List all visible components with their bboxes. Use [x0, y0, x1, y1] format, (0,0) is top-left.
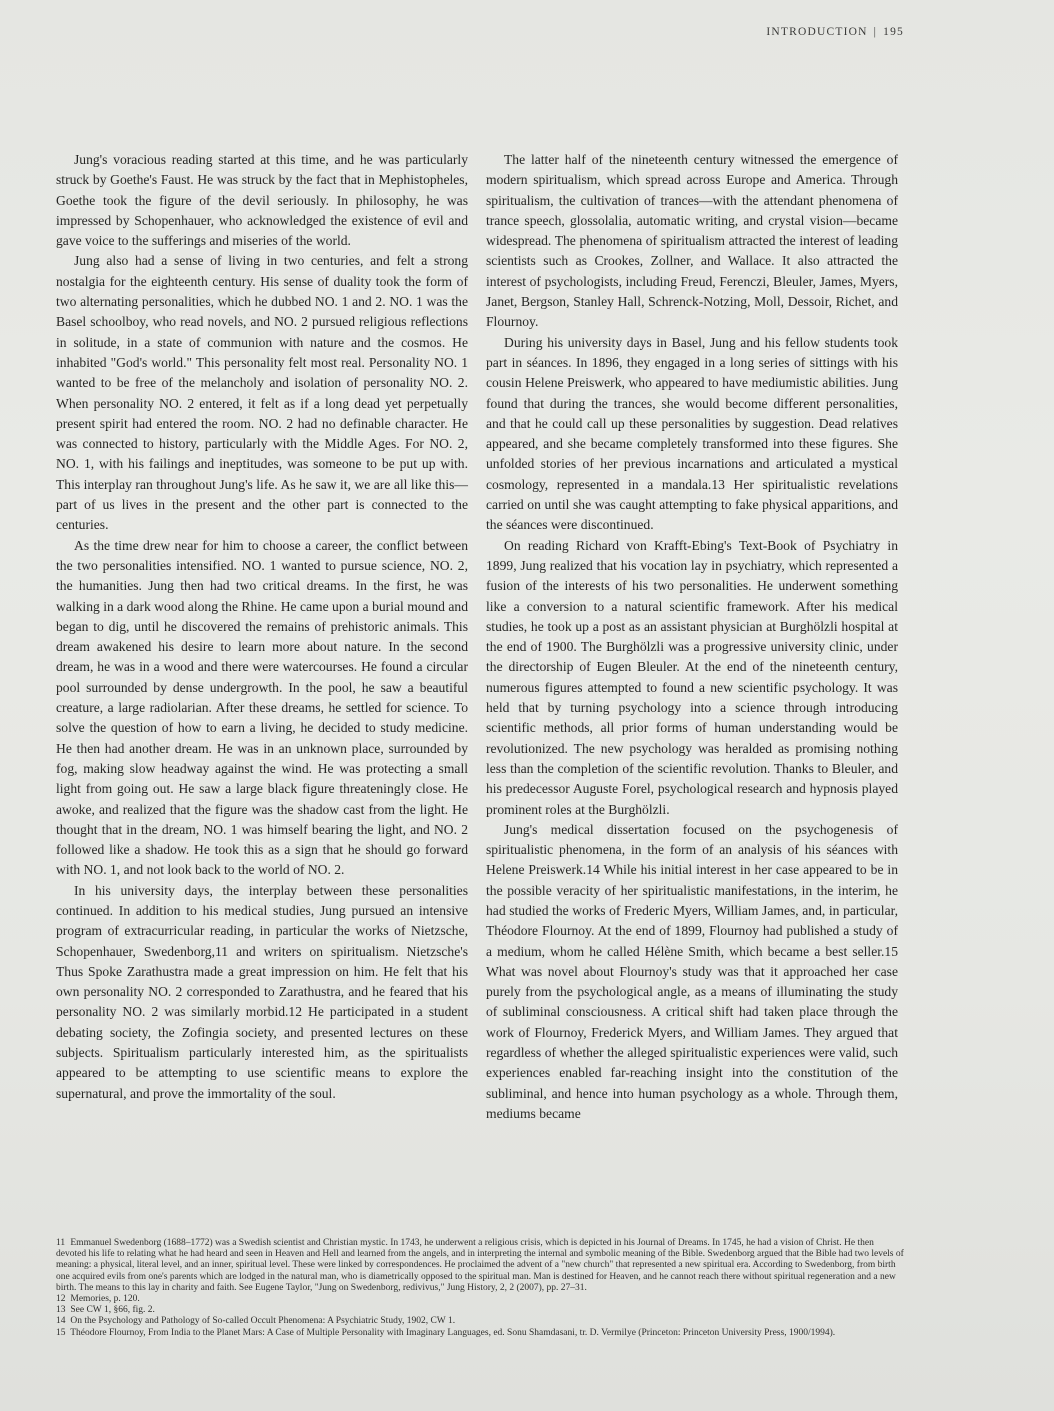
paragraph: During his university days in Basel, Jung and his fellow students took part in séances. In 1896, they engaged in a long series of sittings with his cousin Helene Preiswerk, who appeared to have mediumistic abilities. Jung found that during the trances, she would become different personalities, and that he could call up these personalities by suggestion. Dead relatives appeared, and she became completely transformed into these figures. She unfolded stories of her previous incarnations and articulated a mystical cosmology, represented in a mandala.13 Her spiritualistic revelations carried on until she was caught attempting to fake physical apparitions, and the séances were discontinued. [486, 334, 898, 533]
footnote-number: 12 [56, 1294, 66, 1305]
page-number: 195 [883, 26, 904, 38]
footnote-text: Théodore Flournoy, From India to the Planet Mars: A Case of Multiple Personality with Imaginary Languages, ed. Sonu Shamdasani, tr. D. Vermilye (Princeton: Princeton University Press, 1900/1994). [70, 1327, 836, 1338]
paragraph: On reading Richard von Krafft-Ebing's Text-Book of Psychiatry in 1899, Jung realized that his vocation lay in psychiatry, which represented a fusion of the interests of his two personalities. He underwent something like a conversion to a natural scientific framework. After his medical studies, he took up a post as an assistant physician at Burghölzli hospital at the end of 1900. The Burghölzli was a progressive university clinic, under the directorship of Eugen Bleuler. At the end of the nineteenth century, numerous figures attempted to found a new scientific psychology. It was held that by turning psychology into a science through introducing scientific methods, all prior forms of human understanding would be revolutionized. The new psychology was heralded as promising nothing less than the completion of the scientific revolution. Thanks to Bleuler, and his predecessor Auguste Forel, psychological research and hypnosis played prominent roles at the Burghölzli. [486, 537, 898, 817]
paragraph: Jung's medical dissertation focused on the psychogenesis of spiritualistic phenomena, in the form of an analysis of his séances with Helene Preiswerk.14 While his initial interest in her case appeared to be in the possible veracity of her spiritualistic manifestations, in the interim, he had studied the works of Frederic Myers, William James, and, in particular, Théodore Flournoy. At the end of 1899, Flournoy had published a study of a medium, whom he called Hélène Smith, which became a best seller.15 What was novel about Flournoy's study was that it approached her case purely from the psychological angle, as a means of illuminating the study of subliminal consciousness. A critical shift had taken place through the work of Flournoy, Frederick Myers, and William James. They argued that regardless of whether the alleged spiritualistic experiences were valid, such experiences enabled far-reaching insight into the constitution of the subliminal, and hence into human psychology as a whole. Through them, mediums became [486, 821, 898, 1121]
footnote [56, 1328, 906, 1339]
footnote-number: 13 [56, 1305, 66, 1316]
footnotes [56, 1238, 906, 1339]
footnote-number: 15 [56, 1327, 66, 1338]
footnote-number: 14 [56, 1316, 66, 1327]
running-head: INTRODUCTION [766, 26, 868, 38]
footnote [56, 1305, 906, 1316]
footnote-text: See CW 1, §66, fig. 2. [70, 1305, 155, 1316]
footnote [56, 1294, 906, 1305]
right-column [486, 150, 898, 1124]
footnote-text: On the Psychology and Pathology of So-called Occult Phenomena: A Psychiatric Study, 1902, CW 1. [70, 1316, 456, 1327]
paragraph: The latter half of the nineteenth century witnessed the emergence of modern spiritualism, which spread across Europe and America. Through spiritualism, the cultivation of trances—with the attendant phenomena of trance speech, glossolalia, automatic writing, and crystal vision—became widespread. The phenomena of spiritualism attracted the interest of leading scientists such as Crookes, Zollner, and Wallace. It also attracted the interest of psychologists, including Freud, Ferenczi, Bleuler, James, Myers, Janet, Bergson, Stanley Hall, Schrenck-Notzing, Moll, Dessoir, Richet, and Flournoy. [486, 152, 898, 330]
header-separator: | [873, 26, 878, 38]
footnote-number: 11 [56, 1238, 66, 1248]
footnote-text: Emmanuel Swedenborg (1688–1772) was a Swedish scientist and Christian mystic. In 1743, he underwent a religious crisis, which is depicted in his Journal of Dreams. In 1745, he had a vision of Christ. He then devoted his life to relating what he had heard and seen in Heaven and Hell and learned from the angels, and in interpreting the internal and symbolic meaning of the Bible. Swedenborg argued that the Bible had two levels of meaning: a physical, literal level, and an inner, spiritual level. These were linked by correspondences. He proclaimed the advent of a "new church" that represented a new spiritual era. According to Swedenborg, from birth one acquired evils from one's parents which are lodged in the natural man, who is diametrically opposed to the spiritual man. Man is destined for Heaven, and he cannot reach there without spiritual regeneration and a new birth. The means to this lay in charity and faith. See Eugene Taylor, "Jung on Swedenborg, redivivus," Jung History, 2, 2 (2007), pp. 27–31. [56, 1238, 904, 1293]
footnote [56, 1316, 906, 1327]
running-header [680, 26, 904, 38]
paragraph: In his university days, the interplay between these personalities continued. In addition to his medical studies, Jung pursued an intensive program of extracurricular reading, in particular the works of Nietzsche, Schopenhauer, Swedenborg,11 and writers on spiritualism. Nietzsche's Thus Spoke Zarathustra made a great impression on him. He felt that his own personality NO. 2 corresponded to Zarathustra, and he feared that his personality NO. 2 was similarly morbid.12 He participated in a student debating society, the Zofingia society, and presented lectures on these subjects. Spiritualism particularly interested him, as the spiritualists appeared to be attempting to use scientific means to explore the supernatural, and prove the immortality of the soul. [56, 882, 468, 1101]
paragraph: Jung also had a sense of living in two centuries, and felt a strong nostalgia for the eighteenth century. His sense of duality took the form of two alternating personalities, which he dubbed NO. 1 and 2. NO. 1 was the Basel schoolboy, who read novels, and NO. 2 pursued religious reflections in solitude, in a state of communion with nature and the cosmos. He inhabited "God's world." This personality felt most real. Personality NO. 1 wanted to be free of the melancholy and isolation of personality NO. 2. When personality NO. 2 entered, it felt as if a long dead yet perpetually present spirit had entered the room. NO. 2 had no definable character. He was connected to history, particularly with the Middle Ages. For NO. 2, NO. 1, with his failings and ineptitudes, was someone to be put up with. This interplay ran throughout Jung's life. As he saw it, we are all like this—part of us lives in the present and the other part is connected to the centuries. [56, 253, 468, 533]
footnote [56, 1238, 906, 1294]
paragraph: As the time drew near for him to choose a career, the conflict between the two personalities intensified. NO. 1 wanted to pursue science, NO. 2, the humanities. Jung then had two critical dreams. In the first, he was walking in a dark wood along the Rhine. He came upon a burial mound and began to dig, until he discovered the remains of prehistoric animals. This dream awakened his desire to learn more about nature. In the second dream, he was in a wood and there were watercourses. He found a circular pool surrounded by dense undergrowth. In the pool, he saw a beautiful creature, a large radiolarian. After these dreams, he settled for science. To solve the question of how to earn a living, he decided to study medicine. He then had another dream. He was in an unknown place, surrounded by fog, making slow headway against the wind. He was protecting a small light from going out. He saw a large black figure threateningly close. He awoke, and realized that the figure was the shadow cast from the light. He thought that in the dream, NO. 1 was himself bearing the light, and NO. 2 followed like a shadow. He took this as a sign that he should go forward with NO. 1, and not look back to the world of NO. 2. [56, 537, 468, 878]
paragraph: Jung's voracious reading started at this time, and he was particularly struck by Goethe's Faust. He was struck by the fact that in Mephistopheles, Goethe took the figure of the devil seriously. In philosophy, he was impressed by Schopenhauer, who acknowledged the existence of evil and gave voice to the sufferings and miseries of the world. [56, 152, 468, 249]
footnote-text: Memories, p. 120. [70, 1294, 140, 1305]
left-column [56, 150, 468, 1104]
